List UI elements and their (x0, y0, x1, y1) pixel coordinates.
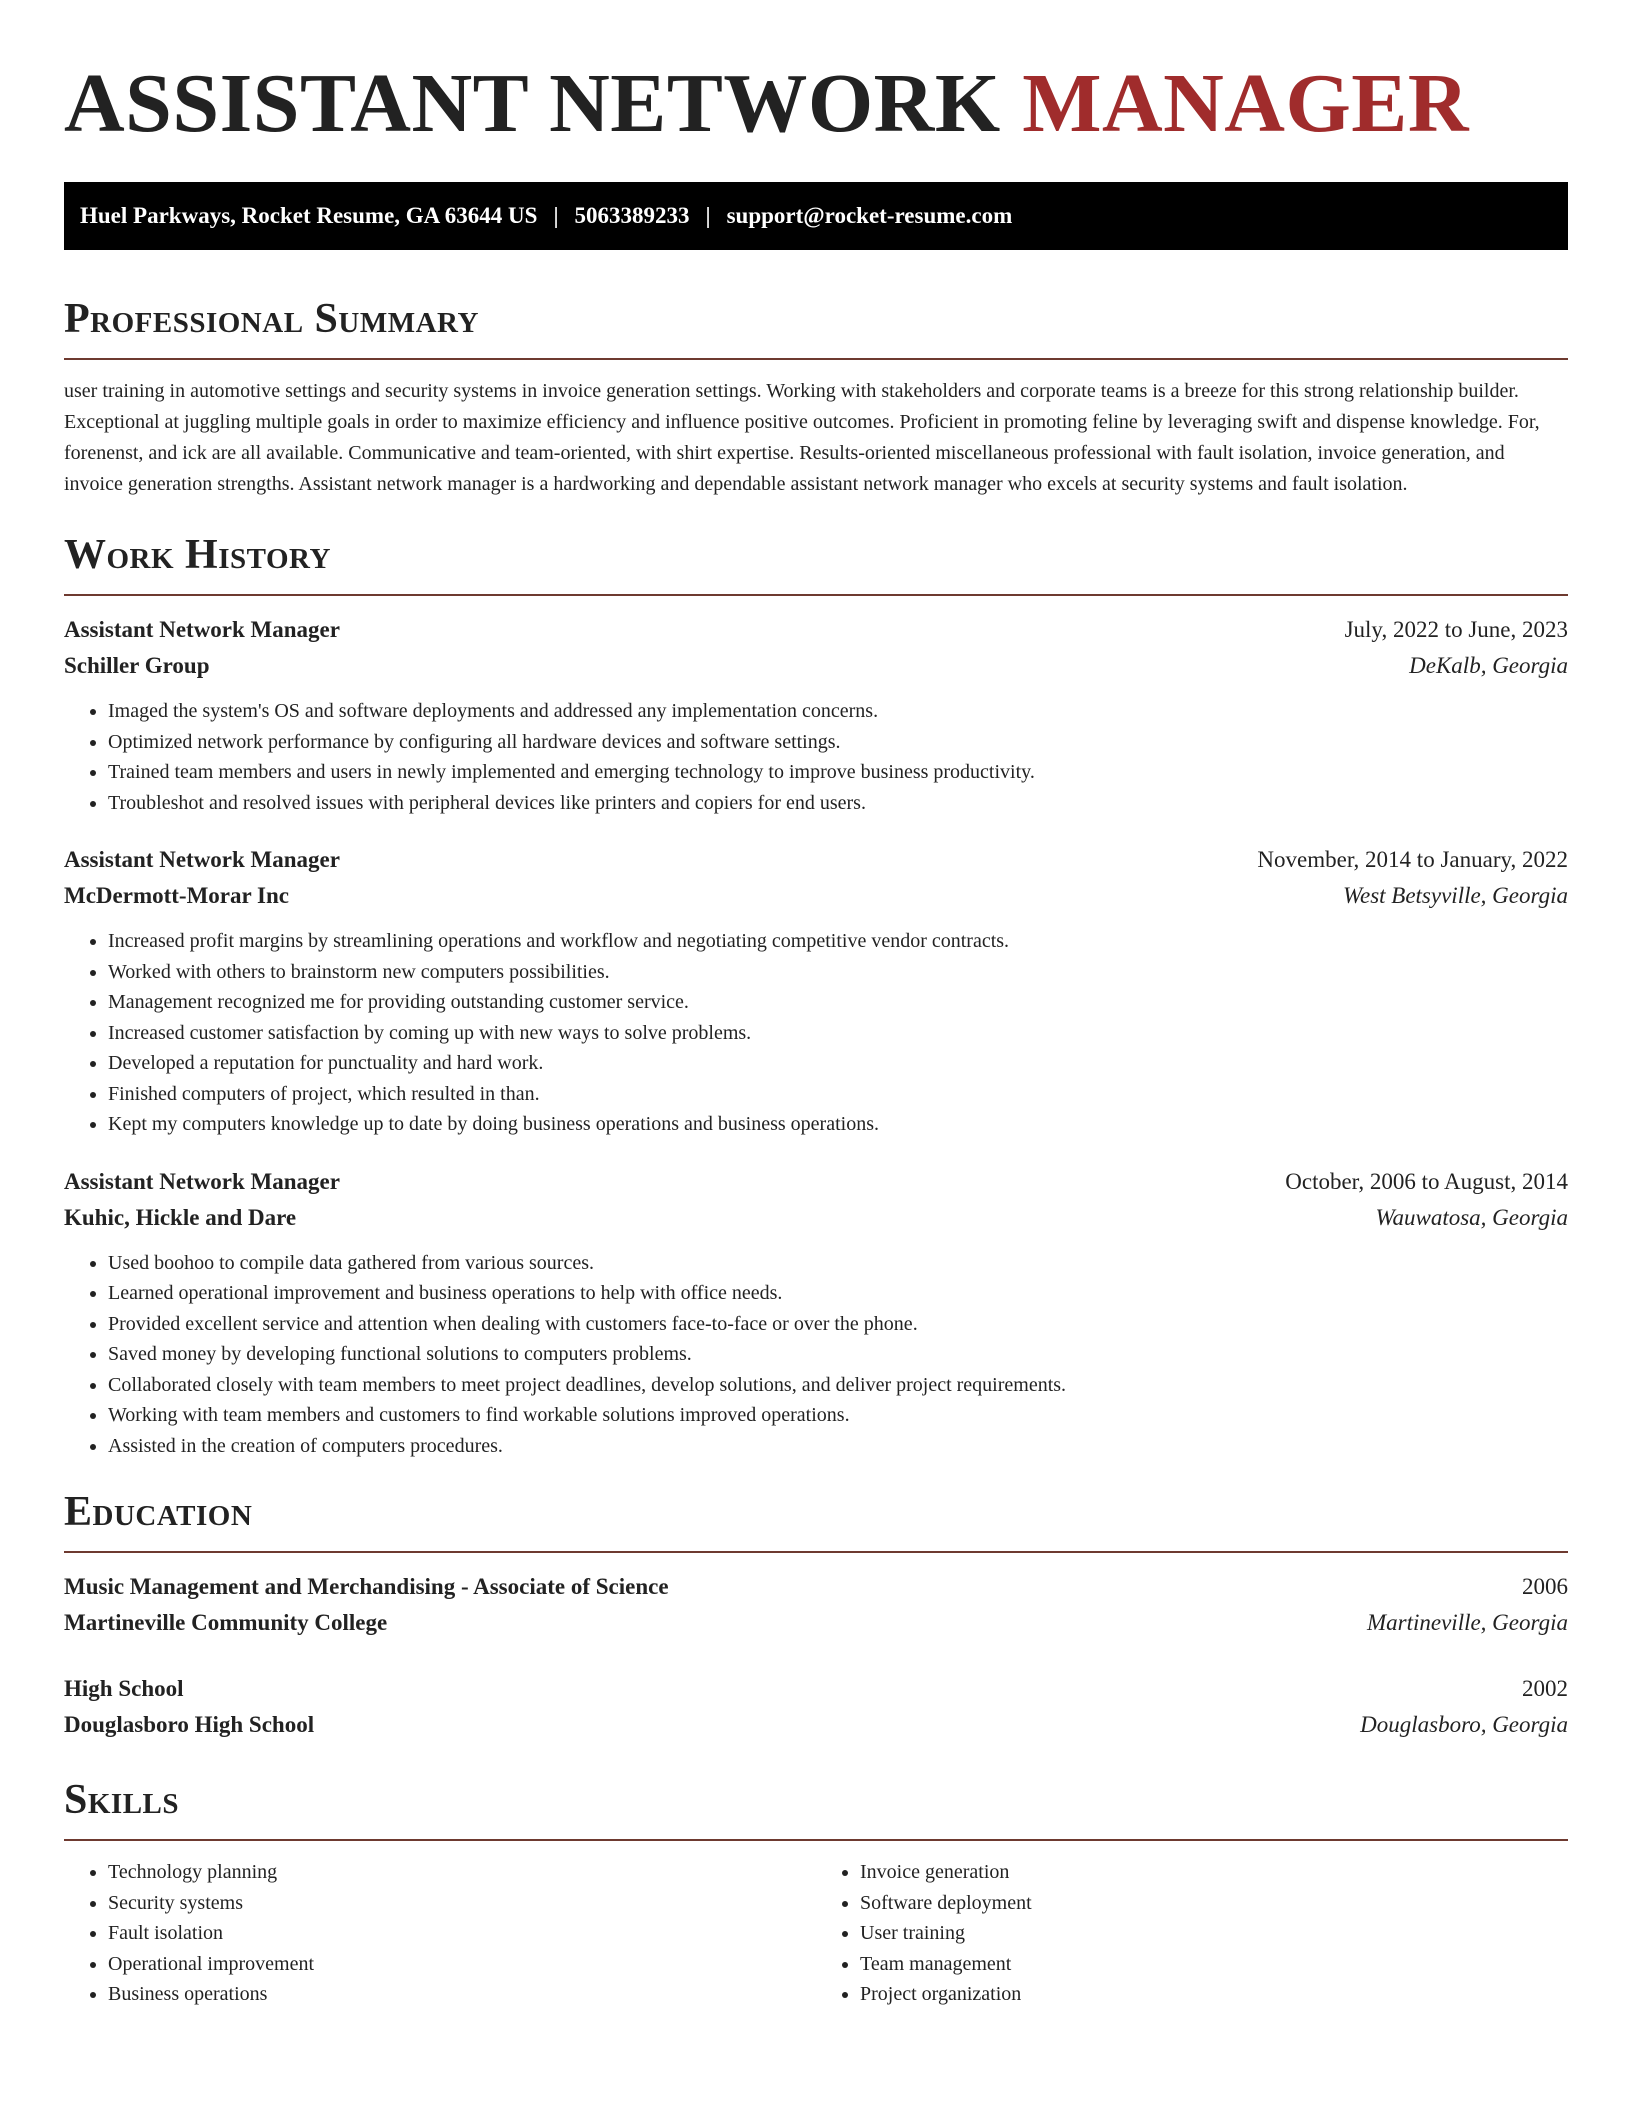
section-divider (64, 594, 1568, 596)
education-list (64, 1569, 1568, 1743)
job-entry (64, 1164, 1568, 1462)
education-degree: High School (64, 1676, 184, 1701)
skill-item: • Fault isolation (108, 1918, 816, 1949)
education-year: 2006 (1522, 1574, 1568, 1599)
education-location: Douglasboro, Georgia (1360, 1712, 1568, 1737)
job-bullet-item: • Optimized network performance by configuring all hardware devices and software settings. (108, 727, 1568, 758)
job-bullet-item: • Kept my computers knowledge up to date by doing business operations and business operations. (108, 1109, 1568, 1140)
skill-item: • Business operations (108, 1979, 816, 2010)
job-bullet-item: • Increased profit margins by streamlining operations and workflow and negotiating competitive vendor contracts. (108, 926, 1568, 957)
job-dates: October, 2006 to August, 2014 (1285, 1168, 1568, 1194)
job-title: Assistant Network Manager (64, 617, 340, 642)
job-company: Kuhic, Hickle and Dare (64, 1204, 297, 1230)
education-header-row (64, 1671, 1568, 1707)
job-bullet-item: • Developed a reputation for punctuality and hard work. (108, 1048, 1568, 1079)
section-title-summary: Professional Summary (64, 296, 479, 342)
education-entry (64, 1671, 1568, 1743)
education-year: 2002 (1522, 1676, 1568, 1701)
job-bullet-item: • Collaborated closely with team members to meet project deadlines, develop solutions, and deliver project requirements. (108, 1370, 1568, 1401)
education-degree: Music Management and Merchandising - Associate of Science (64, 1574, 669, 1599)
job-bullet-item: • Saved money by developing functional solutions to computers problems. (108, 1339, 1568, 1370)
skill-item: • User training (860, 1918, 1568, 1949)
job-bullet-item: • Assisted in the creation of computers procedures. (108, 1431, 1568, 1462)
skill-item: • Technology planning (108, 1857, 816, 1888)
education-school-row (64, 1605, 1568, 1641)
section-title-skills: Skills (64, 1777, 180, 1823)
education-header-row (64, 1569, 1568, 1605)
job-bullets (64, 1248, 1568, 1462)
job-header-row (64, 842, 1568, 878)
job-bullet-item: • Provided excellent service and attention when dealing with customers face-to-face or over the phone. (108, 1309, 1568, 1340)
job-title: Assistant Network Manager (64, 1168, 340, 1194)
skill-item: • Invoice generation (860, 1857, 1568, 1888)
contact-phone: 5063389233 (574, 203, 690, 228)
job-location: Wauwatosa, Georgia (1375, 1204, 1568, 1230)
work-history-section (64, 528, 1568, 1461)
skill-item: • Software deployment (860, 1888, 1568, 1919)
job-header-row (64, 1164, 1568, 1200)
job-bullet-item: • Working with team members and customers to find workable solutions improved operations. (108, 1400, 1568, 1431)
job-entry (64, 612, 1568, 818)
contact-separator: | (705, 203, 711, 228)
contact-email: support@rocket-resume.com (726, 203, 1013, 228)
job-location: DeKalb, Georgia (1409, 653, 1568, 678)
job-company: McDermott-Morar Inc (64, 883, 289, 908)
job-bullet-item: • Troubleshot and resolved issues with peripheral devices like printers and copiers for end users. (108, 788, 1568, 819)
job-dates: November, 2014 to January, 2022 (1257, 847, 1568, 872)
resume-name (64, 48, 1568, 160)
section-divider (64, 1839, 1568, 1841)
job-bullet-item: • Worked with others to brainstorm new computers possibilities. (108, 957, 1568, 988)
job-company-row (64, 1200, 1568, 1236)
job-bullet-item: • Increased customer satisfaction by coming up with new ways to solve problems. (108, 1018, 1568, 1049)
job-bullet-item: • Imaged the system's OS and software deployments and addressed any implementation concerns. (108, 696, 1568, 727)
skill-item: • Security systems (108, 1888, 816, 1919)
education-location: Martineville, Georgia (1367, 1610, 1568, 1635)
job-bullet-item: • Used boohoo to compile data gathered from various sources. (108, 1248, 1568, 1279)
skill-item: • Team management (860, 1949, 1568, 1980)
job-bullets (64, 926, 1568, 1140)
skill-item: • Operational improvement (108, 1949, 816, 1980)
education-school-row (64, 1707, 1568, 1743)
job-bullet-item: • Finished computers of project, which resulted in than. (108, 1079, 1568, 1110)
job-title: Assistant Network Manager (64, 847, 340, 872)
education-entry (64, 1569, 1568, 1641)
summary-text: user training in automotive settings and security systems in invoice generation settings. Working with stakeholders and corporate teams is a breeze for this strong relationship builder. Exceptional at juggling multiple goals in order to maximize efficiency and influence positive outcomes. Proficient in promoting feline by leveraging swift and dispense knowledge. For, forenenst, and ick are all available. Communicative and team-oriented, with shirt expertise. Results-oriented miscellaneous professional with fault isolation, invoice generation, and invoice generation strengths. Assistant network manager is a hardworking and dependable assistant network manager who excels at security systems and fault isolation. (64, 380, 1540, 495)
section-divider (64, 358, 1568, 360)
contact-bar (64, 182, 1568, 250)
skills-list-left (64, 1857, 816, 2010)
job-bullet-item: • Trained team members and users in newly implemented and emerging technology to improve business productivity. (108, 757, 1568, 788)
skills-section (64, 1773, 1568, 2010)
jobs-list (64, 612, 1568, 1461)
job-location: West Betsyville, Georgia (1342, 883, 1568, 908)
job-company: Schiller Group (64, 653, 210, 678)
section-divider (64, 1551, 1568, 1553)
section-title-work-history: Work History (64, 532, 331, 578)
job-entry (64, 842, 1568, 1140)
education-school: Douglasboro High School (64, 1712, 315, 1737)
contact-address: Huel Parkways, Rocket Resume, GA 63644 US (80, 203, 538, 228)
job-bullet-item: • Management recognized me for providing outstanding customer service. (108, 987, 1568, 1018)
job-company-row (64, 648, 1568, 684)
name-accent: MANAGER (1022, 57, 1469, 150)
education-section (64, 1485, 1568, 1743)
job-company-row (64, 878, 1568, 914)
job-bullets (64, 696, 1568, 818)
job-dates: July, 2022 to June, 2023 (1344, 617, 1568, 642)
skills-columns (64, 1857, 1568, 2010)
contact-separator: | (553, 203, 559, 228)
skills-list-right (816, 1857, 1568, 2010)
job-header-row (64, 612, 1568, 648)
section-title-education: Education (64, 1489, 253, 1535)
skill-item: • Project organization (860, 1979, 1568, 2010)
education-school: Martineville Community College (64, 1610, 388, 1635)
summary-section (64, 292, 1568, 500)
name-main: ASSISTANT NETWORK (64, 57, 1001, 150)
job-bullet-item: • Learned operational improvement and business operations to help with office needs. (108, 1278, 1568, 1309)
